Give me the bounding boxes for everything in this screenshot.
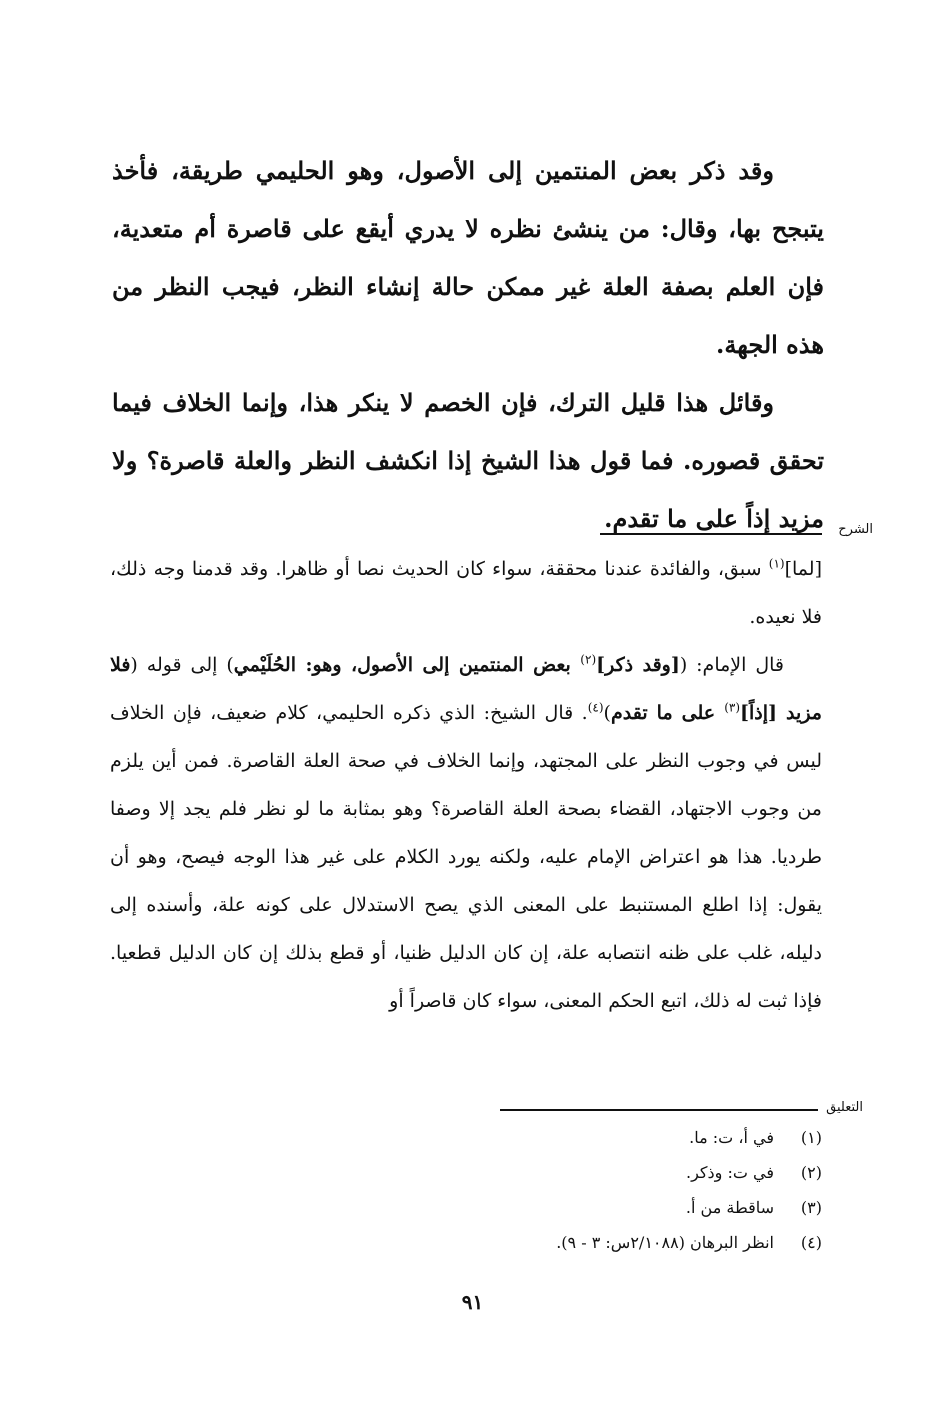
commentary-span: سبق، والفائدة عندنا محققة، سواء كان الحديث نصا أو ظاهرا. وقد قدمنا وجه ذلك، فلا نعيده.	[110, 558, 822, 628]
main-paragraph-2: وقائل هذا قليل الترك، فإن الخصم لا ينكر هذا، وإنما الخلاف فيما تحقق قصوره. فما قول هذا الشيخ إذا انكشف النظر والعلة قاصرة؟ ولا مزيد إذاً على ما تقدم.	[112, 388, 824, 533]
footnote-ref: (٢)	[580, 652, 597, 667]
bracket-term: [لما]	[784, 558, 822, 580]
footnote-number: (٤)	[800, 1233, 822, 1252]
footnote-item	[300, 1190, 822, 1225]
quoted-text: على ما تقدم	[610, 702, 725, 724]
footnote-item	[300, 1155, 822, 1190]
commentary-span: إلى قوله (	[130, 654, 227, 676]
commentary-paragraph-1	[110, 545, 822, 641]
footnote-text: انظر البرهان (٢/١٠٨٨س: ٣ - ٩).	[556, 1233, 774, 1252]
commentary-span: . قال الشيخ: الذي ذكره الحليمي، كلام ضعيف، فإن الخلاف ليس في وجوب النظر على المجتهد، وإنما الخلاف في صحة العلة القاصرة. فمن أين يلزم من وجوب الاجتهاد، القضاء بصحة العلة القاصرة؟ وهو بمثابة ما لو نظر فلم يجد إلا وصفا طرديا. هذا هو اعتراض الإمام عليه، ولكنه يورد الكلام على غير هذا الوجه فيصح، وهو أن يقول: إذا اطلع المستنبط على المعنى الذي يصح الاستدلال على كونه علة، وأسنده إلى دليله، غلب على ظنه انتصابه علة، إن كان الدليل ظنيا، أو قطع بذلك إن كان الدليل قطعيا. فإذا ثبت له ذلك، اتبع الحكم المعنى، سواء كان قاصراً أو	[110, 702, 822, 1012]
footnote-text: ساقطة من أ.	[685, 1198, 774, 1217]
footnotes	[300, 1120, 822, 1260]
footnote-text: في ت: وذكر.	[686, 1163, 774, 1182]
main-text	[112, 142, 824, 548]
commentary-text	[110, 545, 822, 1025]
commentary-paragraph-2	[110, 641, 822, 1025]
notes-divider	[500, 1109, 818, 1111]
footnote-number: (٣)	[800, 1198, 822, 1217]
footnote-ref: (١)	[768, 556, 785, 571]
main-paragraph-1: وقد ذكر بعض المنتمين إلى الأصول، وهو الحليمي طريقة، فأخذ يتبجح بها، وقال: من ينشئ نظره لا يدري أيقع على قاصرة أم متعدية، فإن العلم بصفة العلة غير ممكن حالة إنشاء النظر، فيجب النظر من هذه الجهة.	[112, 156, 824, 359]
footnote-item	[300, 1120, 822, 1155]
page-number: ٩١	[461, 1290, 484, 1314]
quoted-text: فلا مزيد [إذاً]	[110, 654, 822, 724]
footnote-item	[300, 1225, 822, 1260]
footnote-number: (١)	[800, 1128, 822, 1147]
commentary-label: الشرح	[838, 522, 873, 537]
commentary-span: )	[603, 702, 611, 724]
commentary-divider	[600, 533, 822, 535]
footnote-number: (٢)	[800, 1163, 822, 1182]
quoted-text: [وقد ذكر]	[596, 654, 680, 676]
commentary-span: )	[226, 654, 234, 676]
footnote-ref: (٤)	[587, 700, 604, 715]
quoted-text: بعض المنتمين إلى الأصول، وهو: الحُلَيْمي	[233, 654, 581, 676]
footnote-text: في أ، ت: ما.	[689, 1128, 774, 1147]
footnote-ref: (٣)	[724, 700, 741, 715]
commentary-span: قال الإمام: (	[679, 654, 784, 676]
notes-label: التعليق	[826, 1100, 863, 1115]
